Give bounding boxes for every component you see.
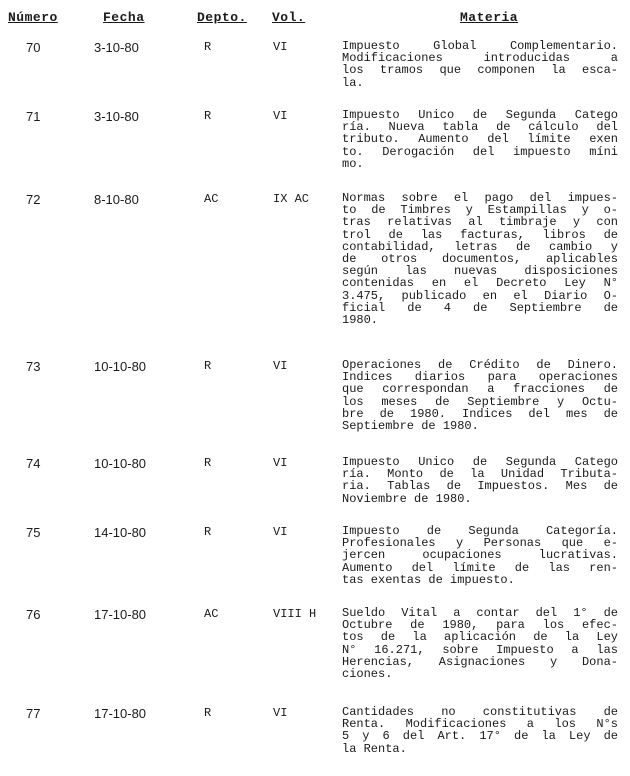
row-fecha: 17-10-80 bbox=[94, 607, 147, 622]
row-materia bbox=[342, 109, 618, 170]
materia-line: jercen ocupaciones lucrativas. bbox=[342, 548, 618, 563]
materia-line: to. Derogación del impuesto míni bbox=[342, 144, 618, 159]
materia-line: Impuesto Global Complementario. bbox=[342, 39, 618, 53]
row-depto: AC bbox=[204, 192, 219, 206]
materia-line: Profesionales y Personas que e- bbox=[342, 536, 618, 551]
materia-line: Renta. Modificaciones a los N°s bbox=[342, 717, 618, 732]
row-numero: 74 bbox=[26, 456, 41, 471]
row-numero: 76 bbox=[26, 607, 41, 622]
materia-line: ría. Nueva tabla de cálculo del bbox=[342, 120, 618, 135]
row-depto: AC bbox=[204, 607, 219, 621]
row-depto: R bbox=[204, 525, 212, 539]
row-materia bbox=[342, 706, 618, 755]
materia-line: ficial de 4 de Septiembre de bbox=[342, 300, 618, 315]
row-vol: VI bbox=[273, 456, 288, 470]
row-vol: VI bbox=[273, 40, 288, 54]
materia-line: Herencias, Asignaciones y Dona- bbox=[342, 654, 618, 669]
row-vol: VI bbox=[273, 109, 288, 123]
materia-line: ciones. bbox=[342, 667, 393, 682]
row-materia bbox=[342, 456, 618, 505]
header-depto: Depto. bbox=[197, 10, 247, 25]
materia-line: Impuesto Unico de Segunda Catego bbox=[342, 455, 618, 469]
row-vol: VIII H bbox=[273, 607, 317, 621]
materia-line: tras relativas al timbraje y con bbox=[342, 215, 618, 230]
materia-line: tas exentas de impuesto. bbox=[342, 572, 515, 587]
materia-line: Impuesto de Segunda Categoría. bbox=[342, 524, 618, 538]
row-numero: 75 bbox=[26, 525, 41, 540]
row-depto: R bbox=[204, 456, 212, 470]
row-numero: 71 bbox=[26, 109, 41, 124]
materia-line: tributo. Aumento del límite exen bbox=[342, 132, 618, 147]
materia-line: trol de las facturas, libros de bbox=[342, 227, 618, 242]
materia-line: to de Timbres y Estampillas y o- bbox=[342, 203, 618, 218]
row-numero: 70 bbox=[26, 40, 41, 55]
materia-line: 1980. bbox=[342, 313, 379, 328]
materia-line: ria. Tablas de Impuestos. Mes de bbox=[342, 479, 618, 494]
header-vol: Vol. bbox=[272, 10, 306, 25]
materia-line: tos de la aplicación de la Ley bbox=[342, 630, 618, 645]
materia-line: según las nuevas disposiciones bbox=[342, 264, 618, 279]
materia-line: Septiembre de 1980. bbox=[342, 419, 479, 434]
row-fecha: 3-10-80 bbox=[94, 40, 139, 55]
materia-line: que correspondan a fracciones de bbox=[342, 382, 618, 397]
row-numero: 73 bbox=[26, 359, 41, 374]
materia-line: de otros documentos, aplicables bbox=[342, 252, 618, 267]
row-fecha: 3-10-80 bbox=[94, 109, 139, 124]
row-depto: R bbox=[204, 40, 212, 54]
header-materia: Materia bbox=[460, 10, 519, 25]
materia-line: 3.475, publicado en el Diario O- bbox=[342, 288, 618, 303]
materia-line: la Renta. bbox=[342, 741, 407, 756]
row-fecha: 10-10-80 bbox=[94, 359, 147, 374]
materia-line: Indices diarios para operaciones bbox=[342, 370, 618, 385]
materia-line: Octubre de 1980, para los efec- bbox=[342, 618, 618, 633]
row-fecha: 10-10-80 bbox=[94, 456, 147, 471]
materia-line: Sueldo Vital a contar del 1° de bbox=[342, 606, 618, 620]
row-materia bbox=[342, 525, 618, 586]
header-fecha: Fecha bbox=[103, 10, 145, 25]
materia-line: 5 y 6 del Art. 17° de la Ley de bbox=[342, 729, 618, 744]
row-numero: 72 bbox=[26, 192, 41, 207]
materia-line: contabilidad, letras de cambio y bbox=[342, 239, 618, 254]
row-depto: R bbox=[204, 706, 212, 720]
materia-line: N° 16.271, sobre Impuesto a las bbox=[342, 642, 618, 657]
materia-line: Modificaciones introducidas a bbox=[342, 51, 618, 66]
materia-line: Cantidades no constitutivas de bbox=[342, 705, 618, 719]
materia-line: Operaciones de Crédito de Dinero. bbox=[342, 358, 618, 372]
row-vol: VI bbox=[273, 525, 288, 539]
materia-line: Aumento del límite de las ren- bbox=[342, 560, 618, 575]
row-materia bbox=[342, 359, 618, 432]
row-vol: IX AC bbox=[273, 192, 310, 206]
row-fecha: 8-10-80 bbox=[94, 192, 139, 207]
row-vol: VI bbox=[273, 706, 288, 720]
materia-line: Impuesto Unico de Segunda Catego bbox=[342, 108, 618, 122]
row-fecha: 14-10-80 bbox=[94, 525, 147, 540]
materia-line: la. bbox=[342, 75, 364, 90]
row-materia bbox=[342, 607, 618, 680]
materia-line: ría. Monto de la Unidad Tributa- bbox=[342, 467, 618, 482]
materia-line: Noviembre de 1980. bbox=[342, 491, 472, 506]
row-depto: R bbox=[204, 109, 212, 123]
materia-line: bre de 1980. Indices del mes de bbox=[342, 406, 618, 421]
header-numero: Número bbox=[8, 10, 58, 25]
materia-line: mo. bbox=[342, 156, 364, 171]
row-numero: 77 bbox=[26, 706, 41, 721]
row-fecha: 17-10-80 bbox=[94, 706, 147, 721]
row-materia bbox=[342, 40, 618, 89]
row-materia bbox=[342, 192, 618, 326]
materia-line: contenidas en el Decreto Ley N° bbox=[342, 276, 618, 291]
materia-line: los tramos que componen la esca- bbox=[342, 63, 618, 78]
materia-line: los meses de Septiembre y Octu- bbox=[342, 394, 618, 409]
materia-line: Normas sobre el pago del impues- bbox=[342, 191, 618, 205]
row-vol: VI bbox=[273, 359, 288, 373]
row-depto: R bbox=[204, 359, 212, 373]
